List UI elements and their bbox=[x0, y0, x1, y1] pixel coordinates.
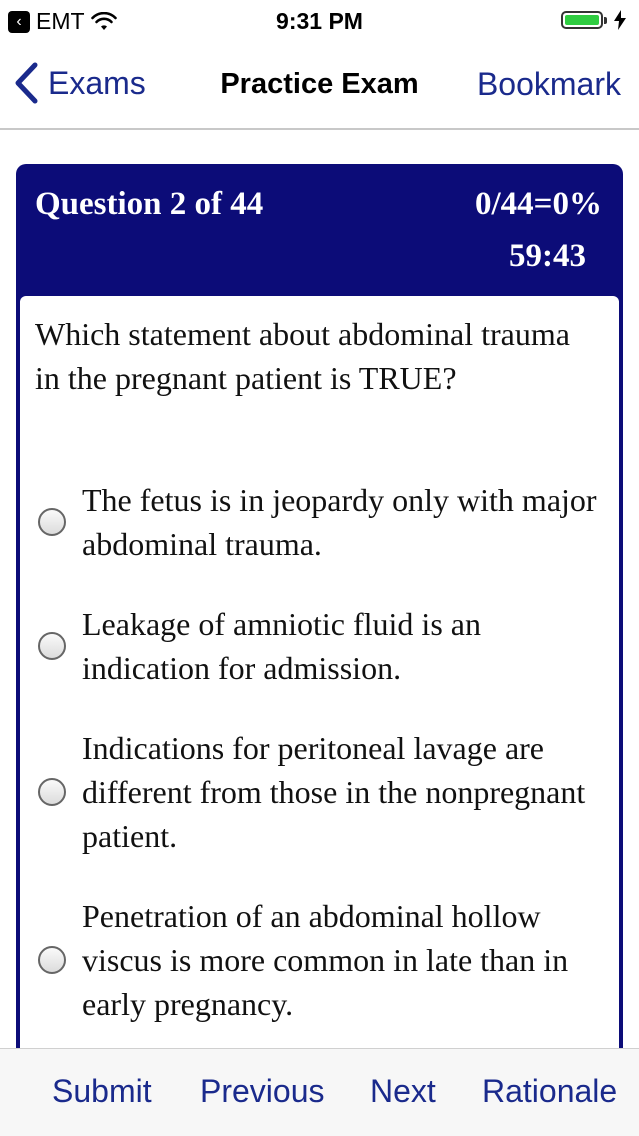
answer-option-text: Penetration of an abdominal hollow viscus is more common in late than in early pregnancy. bbox=[82, 898, 569, 1022]
charging-bolt-icon bbox=[613, 10, 627, 30]
answer-option-2[interactable] bbox=[38, 602, 608, 690]
previous-button[interactable]: Previous bbox=[200, 1073, 325, 1109]
next-button[interactable]: Next bbox=[370, 1073, 436, 1109]
answer-option-4[interactable] bbox=[38, 894, 608, 1026]
question-text: Which statement about abdominal trauma in the pregnant patient is TRUE? bbox=[35, 316, 570, 396]
navigation-bar bbox=[0, 42, 639, 130]
score-indicator: 0/44=0% bbox=[475, 186, 602, 222]
back-button-label: Exams bbox=[48, 64, 146, 101]
question-header bbox=[16, 164, 623, 296]
radio-button-icon[interactable] bbox=[38, 508, 66, 536]
status-indicators bbox=[561, 10, 627, 30]
answer-option-text: The fetus is in jeopardy only with major abdominal trauma. bbox=[82, 482, 597, 562]
battery-icon bbox=[561, 11, 603, 29]
radio-button-icon[interactable] bbox=[38, 946, 66, 974]
battery-level bbox=[565, 15, 599, 25]
page-title: Practice Exam bbox=[220, 68, 419, 100]
question-counter: Question 2 of 44 bbox=[35, 186, 264, 222]
bookmark-button[interactable]: Bookmark bbox=[476, 66, 621, 102]
status-time: 9:31 PM bbox=[276, 8, 363, 34]
back-app-label: EMT bbox=[36, 8, 85, 34]
bottom-toolbar bbox=[0, 1048, 639, 1136]
answer-option-3[interactable] bbox=[38, 726, 608, 858]
question-body bbox=[20, 296, 619, 1064]
radio-button-icon[interactable] bbox=[38, 778, 66, 806]
radio-button-icon[interactable] bbox=[38, 632, 66, 660]
answer-option-text: Leakage of amniotic fluid is an indication for admission. bbox=[82, 606, 481, 686]
answer-option-text: Indications for peritoneal lavage are different from those in the nonpregnant patient. bbox=[82, 730, 586, 854]
back-app-icon: ‹ bbox=[8, 11, 30, 33]
status-bar bbox=[0, 0, 639, 42]
question-card bbox=[16, 164, 623, 1064]
rationale-button[interactable]: Rationale bbox=[482, 1073, 618, 1109]
submit-button[interactable]: Submit bbox=[52, 1073, 152, 1109]
exam-timer: 59:43 bbox=[509, 238, 586, 274]
answer-option-1[interactable] bbox=[38, 478, 608, 566]
